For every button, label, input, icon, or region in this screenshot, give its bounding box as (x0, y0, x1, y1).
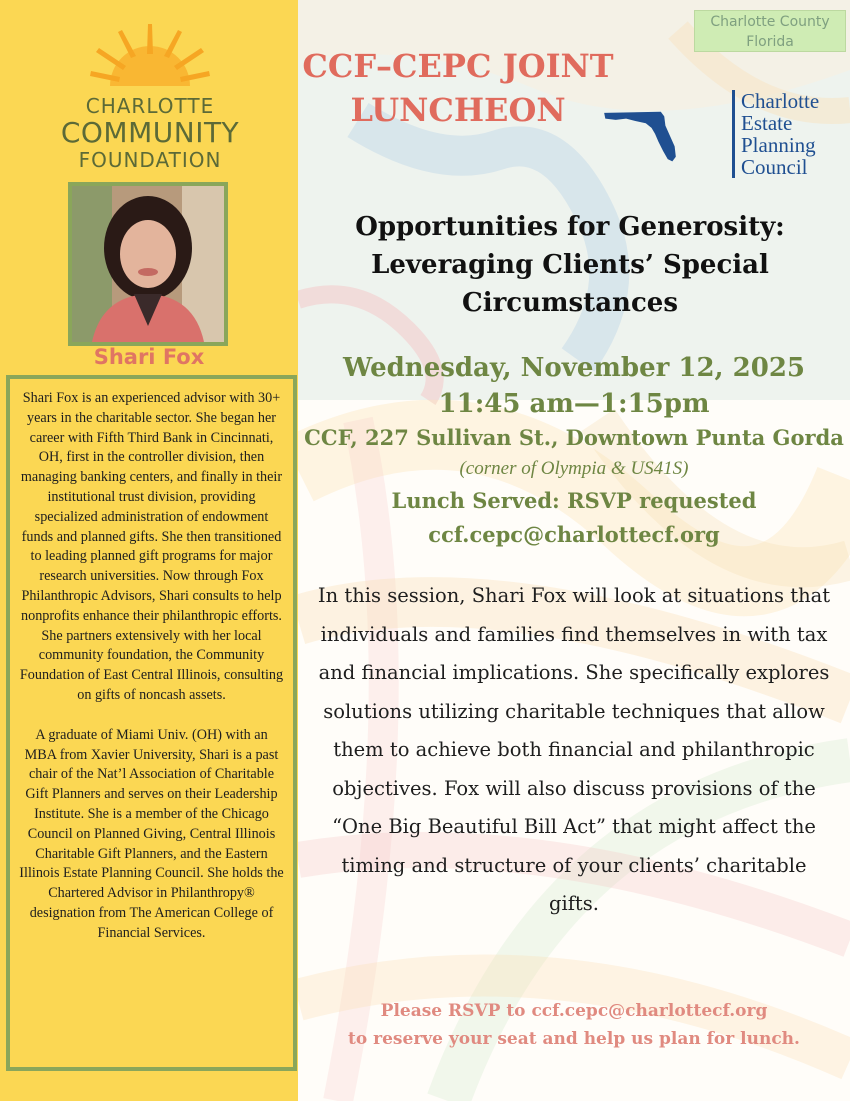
session-title-line1: Opportunities for Generosity: (355, 212, 785, 242)
rsvp-note (298, 997, 850, 1053)
sun-icon (90, 24, 210, 94)
event-title-line2: LUNCHEON (350, 91, 566, 129)
cepc-logo-line4: Council (741, 155, 808, 179)
speaker-portrait-image (72, 186, 224, 342)
session-title (308, 208, 832, 322)
rsvp-line1: Please RSVP to ccf.cepc@charlottecf.org (380, 1001, 768, 1021)
cepc-logo-line2: Estate (741, 111, 793, 135)
org-name-line3: FOUNDATION (78, 148, 222, 172)
session-title-line2: Leveraging Clients’ Special (371, 250, 769, 280)
event-time: 11:45 am—1:15pm (438, 389, 710, 419)
cepc-logo-text (732, 90, 850, 178)
speaker-photo (68, 182, 228, 346)
event-location-note: (corner of Olympia & US41S) (459, 458, 689, 479)
florida-map-icon (603, 88, 733, 184)
event-title-line1: CCF–CEPC JOINT (302, 47, 614, 85)
bio-paragraph-2: A graduate of Miami Univ. (OH) with an MBA from Xavier University, Shari is a past chair of the Nat’l Association of Charitable Gift Planners and serves on their Leadership Institute. She is a member of the Chicago Council on Planned Giving, Central Illinois Charitable Gift Planners, and the Eastern Illinois Estate Planning Council. She holds the Chartered Advisor in Philanthropy® designation from The American College of Financial Services. (19, 726, 284, 941)
charlotte-community-foundation-logo (40, 24, 260, 172)
bio-paragraph-1: Shari Fox is an experienced advisor with 30+ years in the charitable sector. She began her career with Fifth Third Bank in Cincinnati, OH, first in the controller division, then managing banking centers, and finally in their institutional trust division, providing specialized administration of endowment funds and planned gifts. She then transitioned to leading planned gift programs for major research universities. Now through Fox Philanthropic Advisors, Shari consults to help nonprofits enhance their philanthropic efforts. She partners extensively with her local community foundation, the Community Foundation of East Central Illinois, consulting on gifts of noncash assets. (19, 390, 284, 703)
speaker-bio (6, 375, 297, 1071)
speaker-name: Shari Fox (93, 345, 205, 369)
lunch-note: Lunch Served: RSVP requested (391, 488, 757, 513)
county-label: Charlotte County Florida (694, 10, 846, 52)
org-name-line2: COMMUNITY (60, 116, 240, 149)
org-name-line1: CHARLOTTE (85, 94, 215, 118)
main-content (298, 0, 850, 1101)
cepc-logo-line3: Planning (741, 133, 816, 157)
event-details (298, 350, 850, 552)
sidebar (0, 0, 298, 1101)
event-date: Wednesday, November 12, 2025 (342, 353, 806, 383)
rsvp-line2: to reserve your seat and help us plan for lunch. (348, 1029, 800, 1049)
event-title (298, 44, 618, 132)
cepc-logo-line1: Charlotte (741, 89, 820, 113)
session-description: In this session, Shari Fox will look at situations that individuals and families find themselves in with tax and financial implications. She specifically explores solutions utilizing charitable techniques that allow them to achieve both financial and philanthropic objectives. Fox will also discuss provisions of the “One Big Beautiful Bill Act” that might affect the timing and structure of your clients’ charitable gifts. (317, 584, 831, 915)
event-location: CCF, 227 Sullivan St., Downtown Punta Gorda (304, 425, 844, 450)
session-title-line3: Circumstances (462, 288, 678, 318)
rsvp-email[interactable]: ccf.cepc@charlottecf.org (428, 522, 720, 547)
